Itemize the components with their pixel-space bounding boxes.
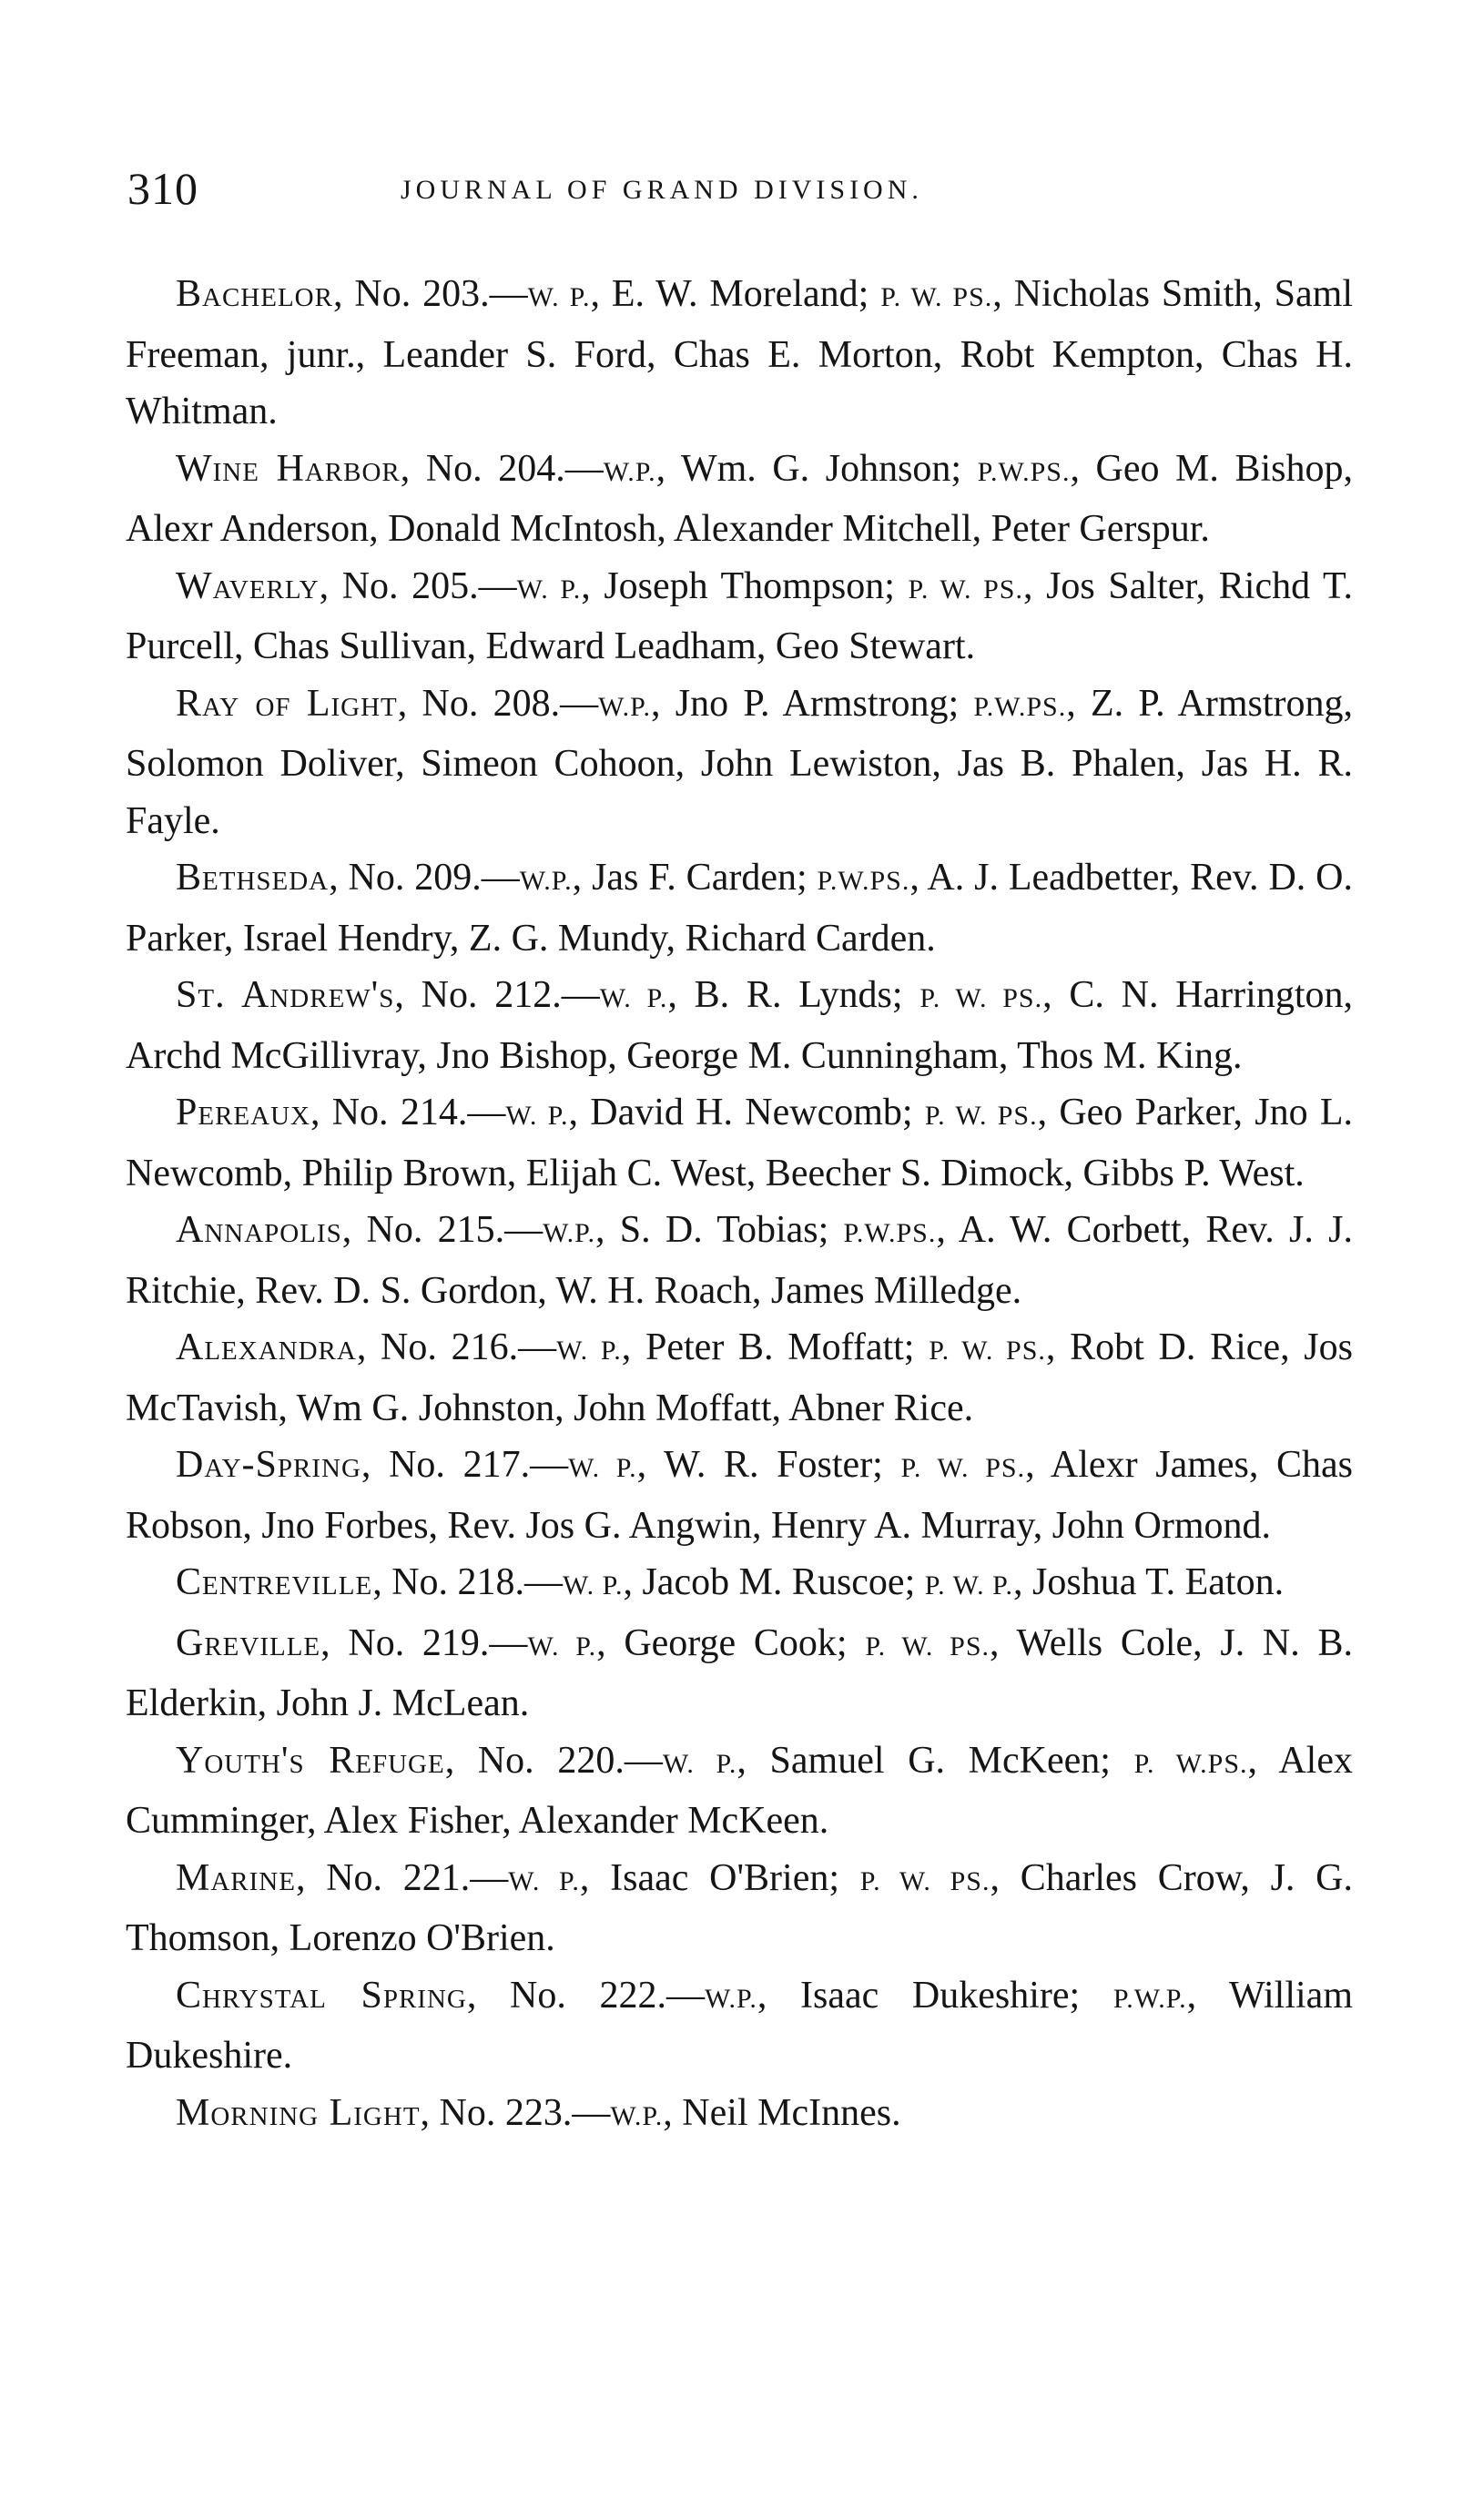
lodge-number: , No. 220.— [444, 1739, 663, 1782]
worthy-patriarch-name: , Peter B. Moffatt; [621, 1326, 930, 1368]
lodge-entry [126, 1437, 1353, 1554]
lodge-name: Annapolis [176, 1209, 342, 1251]
running-title: JOURNAL OF GRAND DIVISION. [401, 175, 923, 205]
lodge-name: Bethseda [176, 857, 330, 899]
past-worthy-patriarchs-names: , Wells Cole, J. N. B. Elderkin, John J. McLean. [126, 1621, 1354, 1724]
past-worthy-patriarchs-names: , Robt D. Rice, Jos McTavish, Wm G. Johnston, John Moffatt, Abner Rice. [126, 1326, 1353, 1429]
lodge-number: , No. 218.— [372, 1561, 564, 1603]
past-worthy-patriarchs-names: , A. W. Corbett, Rev. J. J. Ritchie, Rev. D. S. Gordon, W. H. Roach, James Milledge. [126, 1209, 1354, 1312]
lodge-number: , No. 222.— [466, 1974, 705, 2017]
lodge-entry [126, 1554, 1353, 1615]
lodge-number: , No. 209.— [329, 857, 520, 899]
past-worthy-patriarchs-abbr: P. W. PS. [919, 983, 1043, 1013]
worthy-patriarch-abbr: W. P. [563, 1570, 624, 1600]
lodge-name: Centreville [176, 1561, 373, 1603]
lodge-name: Alexandra [176, 1326, 357, 1368]
past-worthy-patriarchs-names: , Z. P. Armstrong, Solomon Doliver, Simeon Cohoon, John Lewiston, Jas B. Phalen, Jas H. R. Fayle. [126, 682, 1353, 842]
lodge-number: , No. 219.— [320, 1621, 528, 1664]
worthy-patriarch-abbr: W. P. [505, 1101, 569, 1131]
past-worthy-patriarchs-names: , Joshua T. Eaton. [1013, 1561, 1285, 1603]
worthy-patriarch-name: , Wm. G. Johnson; [655, 447, 978, 490]
worthy-patriarch-name: , George Cook; [596, 1621, 866, 1664]
lodge-entry [126, 266, 1353, 441]
past-worthy-patriarchs-abbr: P.W.PS. [973, 691, 1067, 722]
lodge-entry [126, 967, 1353, 1084]
lodge-entry [126, 1732, 1353, 1850]
lodge-name: Wine Harbor [176, 447, 401, 490]
lodge-name: Youth's Refuge [176, 1739, 445, 1782]
lodge-name: Morning Light [176, 2091, 421, 2134]
lodge-entry [126, 2085, 1353, 2146]
worthy-patriarch-abbr: W. P. [662, 1748, 737, 1779]
worthy-patriarch-abbr: W.P. [598, 691, 651, 722]
past-worthy-patriarchs-abbr: P. W. PS. [900, 1453, 1026, 1483]
worthy-patriarch-name: , Jacob M. Ruscoe; [623, 1561, 925, 1603]
past-worthy-patriarchs-abbr: P. W. P. [924, 1570, 1013, 1600]
past-worthy-patriarchs-abbr: P. W.PS. [1133, 1748, 1248, 1779]
worthy-patriarch-name: , E. W. Moreland; [590, 273, 881, 315]
lodge-entry [126, 676, 1353, 850]
past-worthy-patriarchs-names: , Geo M. Bishop, Alexr Anderson, Donald McIntosh, Alexander Mitchell, Peter Gerspur. [126, 447, 1353, 550]
worthy-patriarch-abbr: W. P. [527, 282, 591, 312]
lodge-number: , No. 223.— [420, 2091, 611, 2134]
worthy-patriarch-abbr: W. P. [516, 574, 582, 605]
worthy-patriarch-abbr: W. P. [508, 1865, 580, 1896]
past-worthy-patriarchs-names: , Alex Cumminger, Alex Fisher, Alexander McKeen. [126, 1739, 1353, 1842]
lodge-number: , No. 221.— [295, 1856, 509, 1899]
lodge-entry [126, 441, 1353, 558]
past-worthy-patriarchs-abbr: P. W. PS. [880, 282, 993, 312]
lodge-name: St. Andrew's [176, 974, 395, 1016]
worthy-patriarch-name: , Jno P. Armstrong; [651, 682, 974, 725]
lodge-number: , No. 215.— [341, 1209, 543, 1251]
lodge-name: Day-Spring [176, 1444, 361, 1486]
worthy-patriarch-name: , S. D. Tobias; [595, 1209, 844, 1251]
worthy-patriarch-abbr: W.P. [543, 1218, 596, 1248]
worthy-patriarch-abbr: W.P. [519, 866, 573, 896]
lodge-entry [126, 1615, 1353, 1732]
lodge-number: , No. 212.— [394, 974, 600, 1016]
worthy-patriarch-name: , Samuel G. McKeen; [736, 1739, 1134, 1782]
lodge-entry [126, 558, 1353, 676]
lodge-entry [126, 1202, 1353, 1319]
past-worthy-patriarchs-names: , William Dukeshire. [126, 1974, 1353, 2077]
lodge-name: Bachelor [176, 273, 333, 315]
lodge-entry [126, 849, 1353, 967]
lodge-entry [126, 1319, 1353, 1437]
lodge-name: Greville [176, 1621, 321, 1664]
lodge-entry [126, 1850, 1353, 1967]
past-worthy-patriarchs-names: , Geo Parker, Jno L. Newcomb, Philip Brown, Elijah C. West, Beecher S. Dimock, Gibbs P. West. [126, 1092, 1354, 1194]
past-worthy-patriarchs-abbr: P.W.PS. [843, 1218, 937, 1248]
page-header [127, 162, 1347, 226]
worthy-patriarch-name: , Jas F. Carden; [572, 857, 818, 899]
past-worthy-patriarchs-names: , Jos Salter, Richd T. Purcell, Chas Sullivan, Edward Leadham, Geo Stewart. [126, 564, 1354, 667]
lodge-name: Pereaux [176, 1092, 310, 1133]
past-worthy-patriarchs-names: , C. N. Harrington, Archd McGillivray, Jno Bishop, George M. Cunningham, Thos M. King. [126, 974, 1353, 1077]
past-worthy-patriarchs-abbr: P. W. PS. [908, 574, 1023, 605]
worthy-patriarch-name: , Joseph Thompson; [581, 564, 909, 607]
worthy-patriarch-name: , David H. Newcomb; [568, 1092, 925, 1133]
worthy-patriarch-abbr: W. P. [527, 1631, 597, 1661]
lodge-number: , No. 217.— [361, 1444, 569, 1486]
lodge-entry [126, 1084, 1353, 1202]
lodge-number: , No. 208.— [397, 682, 599, 725]
past-worthy-patriarchs-abbr: P.W.PS. [817, 866, 910, 896]
worthy-patriarch-abbr: W. P. [556, 1336, 622, 1366]
worthy-patriarch-abbr: W. P. [568, 1453, 637, 1483]
worthy-patriarch-name: , W. R. Foster; [636, 1444, 901, 1486]
past-worthy-patriarchs-abbr: P.W.P. [1112, 1983, 1187, 2014]
past-worthy-patriarchs-names: , Charles Crow, J. G. Thomson, Lorenzo O'Brien. [126, 1856, 1353, 1959]
lodge-name: Marine [176, 1856, 296, 1899]
lodge-number: , No. 205.— [319, 564, 517, 607]
past-worthy-patriarchs-names: , Nicholas Smith, Saml Freeman, junr., Leander S. Ford, Chas E. Morton, Robt Kempton, Chas H. Whitman. [126, 273, 1353, 432]
past-worthy-patriarchs-names: , Alexr James, Chas Robson, Jno Forbes, Rev. Jos G. Angwin, Henry A. Murray, John Ormond. [126, 1444, 1354, 1547]
past-worthy-patriarchs-abbr: P. W. PS. [859, 1865, 990, 1896]
worthy-patriarch-name: , B. R. Lynds; [667, 974, 920, 1016]
lodge-number: , No. 214.— [310, 1092, 506, 1133]
page-number: 310 [127, 163, 198, 214]
worthy-patriarch-name: , Neil McInnes. [663, 2091, 901, 2134]
lodge-name: Waverly [176, 564, 320, 607]
lodge-number: , No. 203.— [332, 273, 528, 315]
past-worthy-patriarchs-abbr: P. W. PS. [929, 1336, 1046, 1366]
worthy-patriarch-abbr: W.P. [610, 2100, 664, 2131]
worthy-patriarch-name: , Isaac O'Brien; [579, 1856, 860, 1899]
lodge-number: , No. 204.— [400, 447, 604, 490]
lodge-number: , No. 216.— [356, 1326, 557, 1368]
past-worthy-patriarchs-names: , A. J. Leadbetter, Rev. D. O. Parker, Israel Hendry, Z. G. Mundy, Richard Carden. [126, 857, 1354, 960]
lodge-list [126, 266, 1353, 2145]
worthy-patriarch-abbr: W.P. [603, 456, 656, 487]
lodge-name: Chrystal Spring [176, 1974, 467, 2017]
worthy-patriarch-name: , Isaac Dukeshire; [757, 1974, 1113, 2017]
worthy-patriarch-abbr: W. P. [599, 983, 668, 1013]
worthy-patriarch-abbr: W.P. [704, 1983, 757, 2014]
past-worthy-patriarchs-abbr: P. W. PS. [924, 1101, 1038, 1131]
lodge-name: Ray of Light [176, 682, 398, 725]
past-worthy-patriarchs-abbr: P.W.PS. [977, 456, 1071, 487]
lodge-entry [126, 1967, 1353, 2085]
past-worthy-patriarchs-abbr: P. W. PS. [865, 1631, 990, 1661]
